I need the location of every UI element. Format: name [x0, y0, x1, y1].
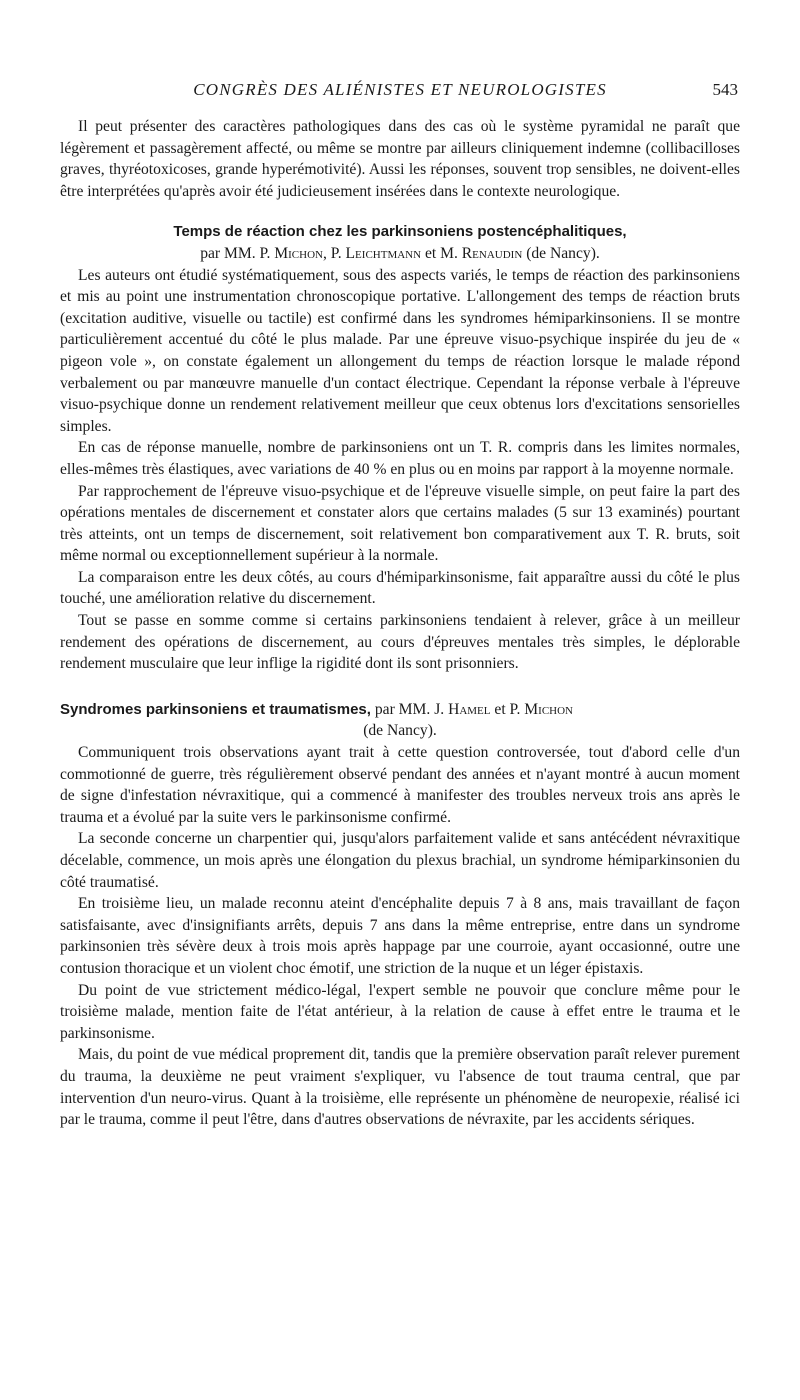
running-header — [60, 80, 740, 106]
intro-paragraph: Il peut présenter des caractères pathologiques dans des cas où le système pyramidal ne paraît que légèrement et passagèrement affecté, ou même se montre par ailleurs cliniquement indemne (collibacilloses graves, thyréotoxicoses, grande hyperémotivité). Aussi les réponses, souvent trop sensibles, ne doivent-elles être interprétées qu'après avoir été judicieusement insérées dans le contexte neurologique. — [60, 118, 740, 200]
author-name: Michon — [524, 700, 573, 718]
section-byline: Syndromes parkinsoniens et traumatismes, par MM. J. Hamel et P. Michon — [60, 700, 573, 718]
paragraph: Mais, du point de vue médical proprement dit, tandis que la première observation paraît relever purement du trauma, la deuxième ne peut vraiment s'expliquer, vu l'absence de tout trauma central, que par intervention d'un neuro-virus. Quant à la troisième, elle représente un phénomène de neuropexie, réalisé ici par le trauma, comme il peut l'être, dans d'autres observations de névraxite, par les accidents sériques. — [60, 1046, 740, 1129]
paragraph: Par rapprochement de l'épreuve visuo-psychique et de l'épreuve visuelle simple, on peut faire la part des opérations mentales de discernement et constater alors que certains malades (5 sur 13 examinés) pourtant très atteints, ont un temps de discernement, soit relativement bon comparativement aux T. R. bruts, soit même normal ou exceptionnellement supérieur à la normale. — [60, 482, 740, 565]
body-text — [60, 116, 740, 1131]
byline-affiliation: (de Nancy). — [363, 722, 437, 740]
paragraph: En troisième lieu, un malade reconnu ateint d'encéphalite depuis 7 à 8 ans, mais travaillant de façon satisfaisante, avec d'insignifiants arrêts, depuis 7 ans dans la même entreprise, entre dans un syndrome parkinsonien très sévère deux à trois mois après happage par une courroie, ayant occasionné, outre une contusion thoracique et un violent choc émotif, une striction de la nuque et un léger épistaxis. — [60, 895, 740, 977]
paragraph: Tout se passe en somme comme si certains parkinsoniens tendaient à relever, grâce à un meilleur rendement des opérations de discernement, au cours d'épreuves mentales très simples, le déplorable rendement musculaire que leur inflige la rigidité dont ils sont prisonniers. — [60, 612, 740, 673]
section-byline: par MM. P. Michon, P. Leichtmann et M. Renaudin (de Nancy). — [200, 244, 600, 262]
section-title: Syndromes parkinsoniens et traumatismes, — [60, 700, 371, 718]
author-name: Renaudin — [461, 244, 523, 262]
paragraph: Du point de vue strictement médico-légal, l'expert semble ne pouvoir que conclure même pour le troisième malade, mention faite de l'état antérieur, à la relation de cause à effet entre le trauma et le parkinsonisme. — [60, 981, 740, 1042]
author-name: Leichtmann — [345, 244, 422, 262]
author-name: Hamel — [448, 700, 491, 718]
paragraph: Communiquent trois observations ayant trait à cette question controversée, tout d'abord celle d'un commotionné de guerre, très régulièrement observé pendant des années et n'ayant montré à aucun moment de signe d'infestation névraxitique, qui a commencé à manifester des troubles nerveux trois ans après le trauma et a évolué par la suite vers le parkinsonisme confirmé. — [60, 744, 740, 826]
paragraph: Les auteurs ont étudié systématiquement, sous des aspects variés, le temps de réaction des parkinsoniens et mis au point une instrumentation chronoscopique portative. L'allongement des temps de réaction bruts (excitation auditive, visuelle ou tactile) est confirmé dans les syndromes hémiparkinsoniens. Il se montre particulièrement accentué du côté le plus malade. Par une épreuve visuo-psychique inspirée du jeu de « pigeon vole », on constate également un allongement du temps de réaction lorsque le malade répond verbalement ou par manœuvre manuelle d'un contact électrique. Cependant la réponse verbale à l'épreuve visuo-psychique donne un rendement relativement meilleur que ceux obtenus lors d'excitations sensorielles simples. — [60, 266, 740, 435]
paragraph: La comparaison entre les deux côtés, au cours d'hémiparkinsonisme, fait apparaître aussi du côté le plus touché, une amélioration relative du discernement. — [60, 568, 740, 608]
author-name: Michon — [274, 244, 323, 262]
running-title: CONGRÈS DES ALIÉNISTES ET NEUROLOGISTES — [193, 80, 607, 99]
page-number: 543 — [712, 80, 738, 99]
paragraph: La seconde concerne un charpentier qui, jusqu'alors parfaitement valide et sans antécédent névraxitique décelable, commence, un mois après une élongation du plexus brachial, un syndrome hémiparkinsonien du côté traumatisé. — [60, 830, 740, 891]
section-heading-reaction-times — [60, 221, 740, 264]
section-heading-trauma — [60, 699, 740, 742]
paragraph: En cas de réponse manuelle, nombre de parkinsoniens ont un T. R. compris dans les limites normales, elles-mêmes très élastiques, avec variations de 40 % en plus ou en moins par rapport à la moyenne normale. — [60, 439, 740, 478]
section-title: Temps de réaction chez les parkinsoniens postencéphalitiques, — [173, 223, 627, 241]
